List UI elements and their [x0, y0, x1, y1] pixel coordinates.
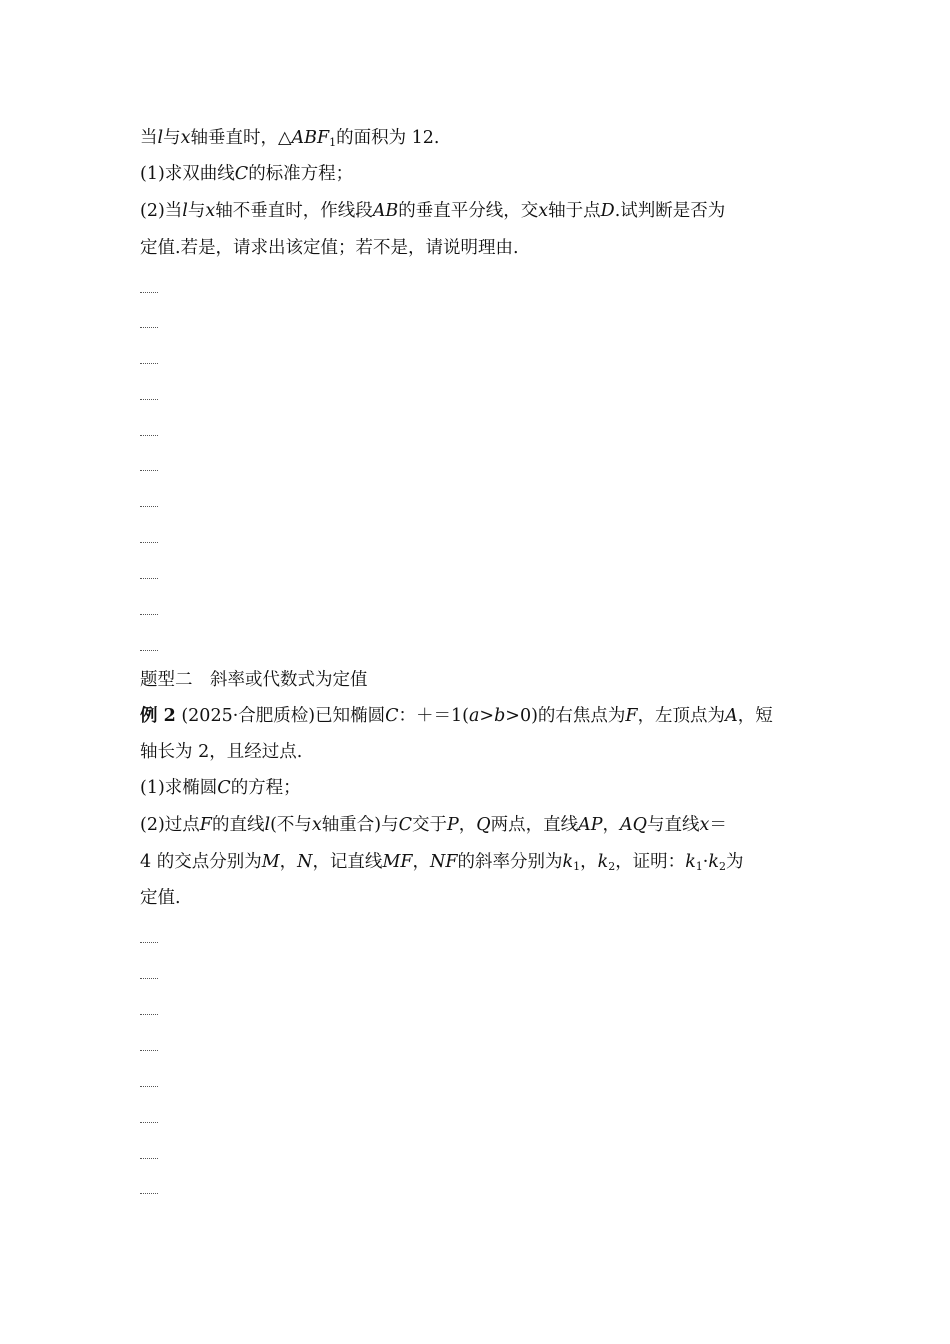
answer-line	[140, 363, 158, 364]
answer-line	[140, 578, 158, 579]
example2-question2-line2: 4 的交点分别为M，N，记直线MF，NF的斜率分别为$k_1$，$k_2$，证明：$k_1\cdot k_2$为	[140, 852, 744, 873]
answer-line	[140, 542, 158, 543]
answer-line	[140, 978, 158, 979]
problem1-line1: 当l与x轴垂直时，$\triangle ABF_1$的面积为 12.	[140, 128, 440, 149]
problem1-question2-line2: 定值.若是，请求出该定值；若不是，请说明理由.	[140, 238, 519, 258]
answer-line	[140, 292, 158, 293]
answer-line	[140, 506, 158, 507]
problem1-question1: (1)求双曲线C的标准方程；	[140, 164, 354, 184]
answer-line	[140, 1122, 158, 1123]
problem1-question2-line1: (2)当l与x轴不垂直时，作线段AB的垂直平分线，交x轴于点D.试判断是否为	[140, 201, 726, 221]
answer-line	[140, 399, 158, 400]
answer-line	[140, 1193, 158, 1194]
example2-question2-line1: (2)过点F的直线l(不与x轴重合)与C交于P，Q两点，直线AP，AQ与直线x＝	[140, 815, 727, 835]
example2-line1: 例 2 (2025·合肥质检)已知椭圆C：＋＝1(a>b>0)的右焦点为F，左顶点为A，短	[140, 706, 773, 726]
example2-question1: (1)求椭圆C的方程；	[140, 778, 301, 798]
answer-line	[140, 650, 158, 651]
answer-line	[140, 1014, 158, 1015]
section-heading: 题型二 斜率或代数式为定值	[140, 670, 368, 690]
answer-line	[140, 942, 158, 943]
answer-line	[140, 470, 158, 471]
answer-line	[140, 614, 158, 615]
example2-question2-line3: 定值.	[140, 888, 181, 908]
answer-line	[140, 435, 158, 436]
answer-line	[140, 1086, 158, 1087]
answer-line	[140, 1158, 158, 1159]
answer-line	[140, 327, 158, 328]
example2-line2: 轴长为 2，且经过点.	[140, 742, 303, 762]
answer-line	[140, 1050, 158, 1051]
